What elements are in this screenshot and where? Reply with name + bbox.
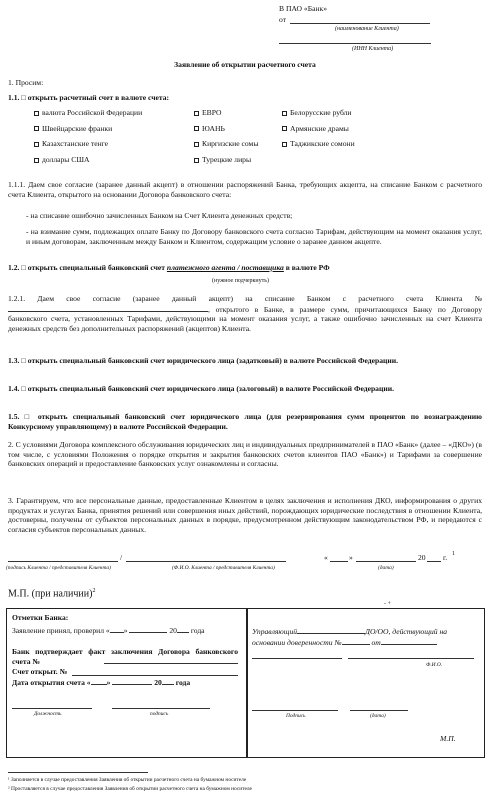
- manager-signature-hint: Подпись: [286, 713, 306, 719]
- currency-option[interactable]: ЮАНЬ: [194, 124, 282, 134]
- section-3: 3. Гарантируем, что все персональные данные, предоставленные Клиентом в целях заключения и исполнения ДКО, информирования о других продуктах и услугах Банка, принятия решений или совершения иных действий, порождающих юридические последствия в отношении Клиента, достоверны, получены от субъектов персональных данных в порядке, предусмотренном действующим законодательством РФ, и передаются с согласия субъектов персональных данных.: [8, 496, 482, 534]
- fio-hint: (Ф.И.О. Клиента / представителя Клиента): [172, 565, 275, 571]
- client-signature-line[interactable]: [8, 561, 118, 562]
- poa-date-field[interactable]: [381, 644, 437, 645]
- seal-label: М.П. (при наличии)$^2$: [8, 588, 96, 600]
- option-1-4[interactable]: 1.4. □ открыть специальный банковский счет юридического лица (залоговый) в валюте Российской Федерации.: [8, 384, 394, 393]
- date-hint: (дата): [378, 565, 394, 571]
- manager-fio-line-1[interactable]: [252, 658, 342, 659]
- checkbox-icon[interactable]: [194, 111, 199, 116]
- date-month-line[interactable]: [356, 561, 416, 562]
- inn-line[interactable]: [279, 43, 431, 44]
- currency-option[interactable]: Таджикские сомони: [282, 139, 422, 149]
- client-name-line[interactable]: [290, 23, 430, 24]
- checkbox-icon[interactable]: [34, 158, 39, 163]
- date-year-line[interactable]: [427, 561, 441, 562]
- manager-row-2: основании доверенности № от: [252, 638, 437, 648]
- currency-option[interactable]: Армянские драмы: [282, 124, 422, 134]
- date-quote-close: »: [349, 553, 353, 562]
- currency-option[interactable]: ЕВРО: [194, 108, 282, 118]
- currency-option[interactable]: Турецкие лиры: [194, 155, 282, 165]
- fio-label: Ф.И.О.: [426, 662, 443, 668]
- currency-option[interactable]: Швейцарские франки: [34, 124, 194, 134]
- manager-fio-line-2[interactable]: [348, 658, 474, 659]
- checkbox-icon[interactable]: [194, 142, 199, 147]
- date-day-line[interactable]: [330, 561, 348, 562]
- option-1-3[interactable]: 1.3. □ открыть специальный банковский счет юридического лица (задатковый) в валюте Российской Федерации.: [8, 356, 399, 365]
- account-opened: Счет открыт. №: [12, 667, 68, 676]
- manager-date-line[interactable]: [350, 710, 408, 711]
- footnote-1: ¹ Заполняется в случае предоставления Заявления об открытии расчетного счета на бумажном носителе: [8, 777, 247, 783]
- accepted-row: Заявление принял, проверил « » 20 года: [12, 626, 205, 635]
- currency-option[interactable]: доллары США: [34, 155, 194, 165]
- poa-number-field[interactable]: [342, 644, 370, 645]
- accepted-day-field[interactable]: [110, 632, 124, 633]
- currency-option[interactable]: валюта Российской Федерации: [34, 108, 194, 118]
- currency-grid: [34, 108, 422, 164]
- signature-separator: /: [120, 553, 123, 562]
- manager-name-field[interactable]: [297, 633, 365, 634]
- date-year-suffix: г.: [443, 553, 448, 562]
- manager-signature-line[interactable]: [252, 710, 338, 711]
- inn-hint: (ИНН Клиента): [352, 46, 394, 52]
- option-1-2[interactable]: 1.2. □ открыть специальный банковский счет платежного агента / поставщика в валюте РФ: [8, 263, 330, 272]
- currency-option[interactable]: Киргизские сомы: [194, 139, 282, 149]
- clause-1-2-1: 1.2.1. Даем свое согласие (заранее данный акцепт) на списание Банком с расчетного счета Клиента №, открытого в Банке, в размере сумм, причитающихся Банку по Договору банковского счета, установленных Тарифами, действующими на момент оказания услуг, а также ошибочно зачисленных на счет Клиента денежных средств без дополнительных распоряжений (акцептов) Клиента.: [8, 294, 482, 333]
- opened-day-field[interactable]: [91, 684, 107, 685]
- checkbox-icon[interactable]: [194, 158, 199, 163]
- footnote-ref-1: 1: [452, 551, 455, 557]
- from-label: от: [279, 15, 287, 24]
- signature-hint: (подпись Клиента / представителя Клиента): [6, 565, 111, 571]
- accepted-month-field[interactable]: [129, 632, 167, 633]
- opened-account-line[interactable]: [72, 675, 238, 676]
- currency-option[interactable]: Белорусские рубли: [282, 108, 422, 118]
- clause-dash-2: - на взимание сумм, подлежащих оплате Банку по Договору банковского счета согласно Тарифам, действующим на момент оказания услуг, и иным договорам, заключенным между Банком и Клиентом, содержащим условие о заранее данном акцепте.: [26, 227, 482, 246]
- clause-1-1-1: 1.1.1. Даем свое согласие (заранее данный акцепт) в отношении распоряжений Банка, требующих акцепта, на списание Банком с расчетного счета Клиента, открытого на основании Договора банковского счета:: [8, 180, 482, 199]
- position-hint: Должность: [34, 711, 62, 717]
- opened-month-field[interactable]: [112, 684, 152, 685]
- bank-marks-title: Отметки Банка:: [12, 613, 69, 622]
- clause-dash-1: - на списание ошибочно зачисленных Банком на Счет Клиента денежных средств;: [26, 211, 293, 220]
- section-1-heading: 1. Просим:: [8, 78, 44, 87]
- underline-hint: (нужное подчеркнуть): [212, 278, 269, 284]
- opened-year-field[interactable]: [162, 684, 174, 685]
- manager-seal-label: М.П.: [440, 734, 456, 743]
- page-title: Заявление об открытии расчетного счета: [174, 60, 316, 69]
- option-1-1[interactable]: 1.1. □ открыть расчетный счет в валюте счета:: [8, 93, 170, 102]
- checkbox-icon[interactable]: [282, 126, 287, 131]
- checkbox-icon[interactable]: [282, 111, 287, 116]
- date-quote-open: «: [324, 553, 328, 562]
- footnote-2: ² Проставляется в случае предоставления Заявления об открытии расчетного счета на бумажном носителе: [8, 786, 252, 792]
- manager-row-1: Управляющий ДО/ОО, действующий на: [252, 627, 448, 636]
- date-year-prefix: 20: [418, 553, 426, 562]
- accepted-year-field[interactable]: [177, 632, 189, 633]
- section-2: 2. С условиями Договора комплексного обслуживания юридических лиц и индивидуальных предпринимателей в ПАО «Банк» (далее – «ДКО») (в том числе, с условиями Положения о порядке открытия и закрытия банковских счетов клиентов ПАО «Банк») и Тарифами за совершение банковских операций и предоставление банковских услуг ознакомлены и согласны.: [8, 440, 482, 469]
- footnote-separator: [8, 772, 148, 773]
- checkbox-icon[interactable]: [34, 111, 39, 116]
- checkbox-icon[interactable]: [282, 142, 287, 147]
- currency-option[interactable]: Казахстанские тенге: [34, 139, 194, 149]
- move-handle-icon[interactable]: - +: [384, 601, 391, 607]
- manager-date-hint: (дата): [370, 713, 386, 719]
- to-bank: В ПАО «Банк»: [279, 4, 328, 13]
- contract-number-line[interactable]: [104, 663, 238, 664]
- bank-confirm: Банк подтверждает факт заключения Договора банковского счета №: [12, 647, 238, 666]
- signature-hint-bank: подпись: [150, 711, 169, 717]
- bank-signature-line[interactable]: [112, 708, 210, 709]
- option-1-5[interactable]: 1.5. □ открыть специальный банковский счет юридического лица (для резервирования сумм процентов по вознаграждению Конкурсному управляющему) в валюте Российской Федерации.: [8, 412, 482, 431]
- checkbox-icon[interactable]: [34, 126, 39, 131]
- checkbox-icon[interactable]: [34, 142, 39, 147]
- account-number-field[interactable]: [8, 304, 208, 312]
- date-opened-row: Дата открытия счета « » 20 года: [12, 678, 191, 687]
- client-name-hint: (наименование Клиента): [335, 26, 399, 32]
- checkbox-icon[interactable]: [194, 126, 199, 131]
- position-line[interactable]: [12, 708, 92, 709]
- client-fio-line[interactable]: [126, 561, 286, 562]
